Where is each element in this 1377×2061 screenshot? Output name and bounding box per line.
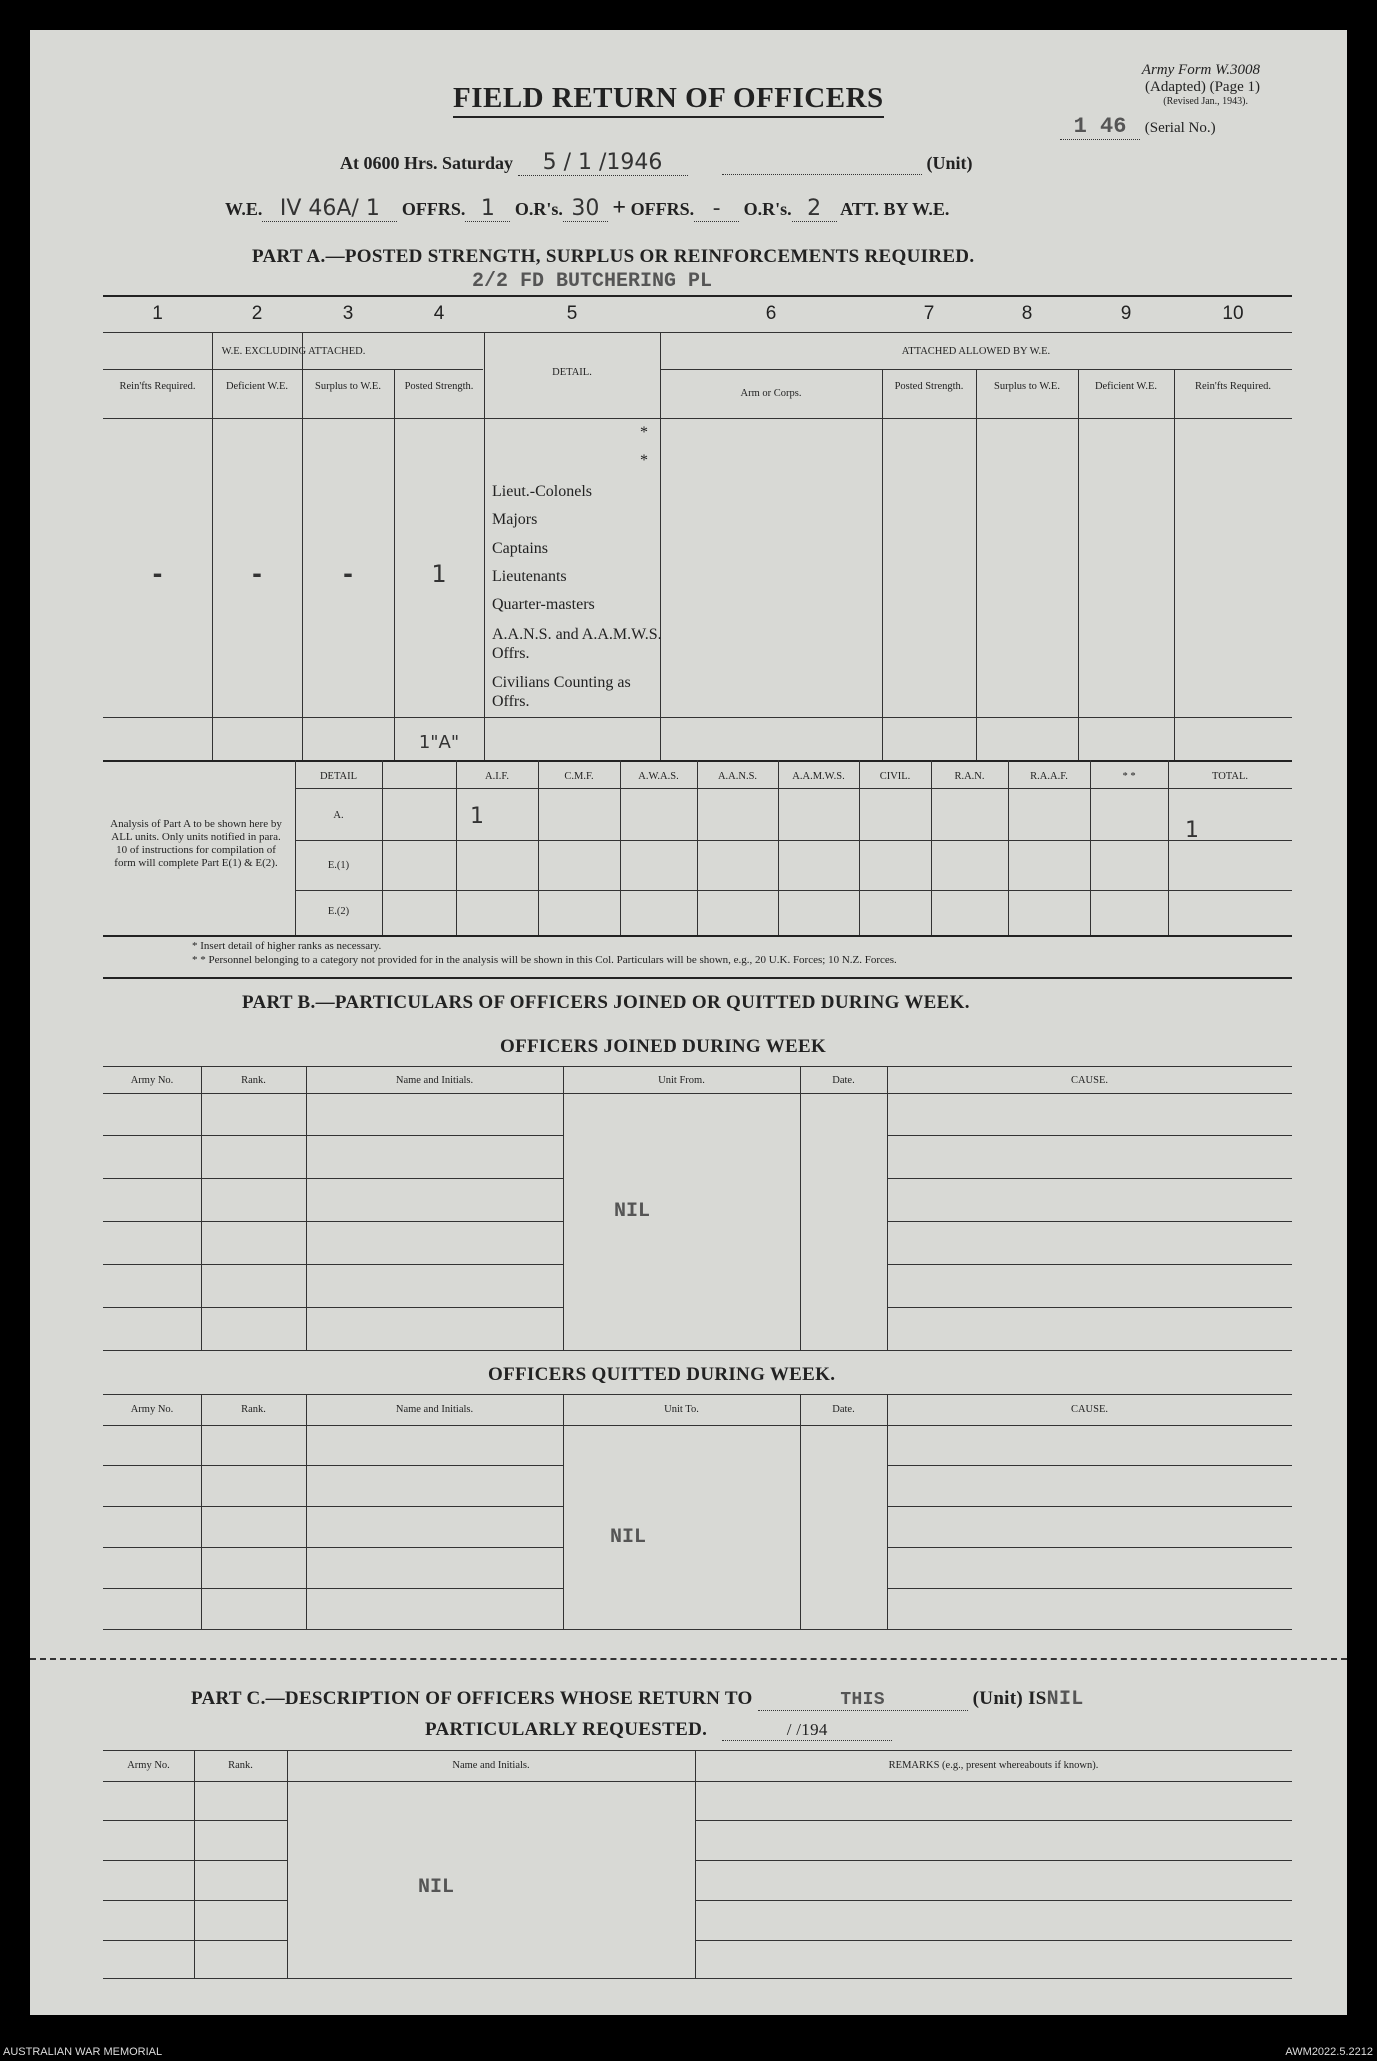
footnote-1: * Insert detail of higher ranks as necessary.: [192, 940, 382, 952]
unit-typed: 2/2 FD BUTCHERING PL: [472, 270, 713, 293]
footer-right: AWM2022.5.2212: [1285, 2046, 1373, 2058]
an-hdr-ran: R.A.N.: [954, 771, 985, 782]
joined-nil: NIL: [614, 1200, 651, 1223]
an-hdr-cmf: C.M.F.: [564, 771, 594, 782]
part-c-nil-status: NIL: [1046, 1688, 1084, 1711]
an-row-e1: E.(1): [327, 860, 350, 871]
form-id-line2: (Adapted) (Page 1): [1145, 79, 1260, 95]
serial-label: (Serial No.): [1144, 120, 1216, 136]
ors2-label: O.R's.: [743, 199, 792, 219]
col-num-2: 2: [251, 303, 263, 324]
form-page: [30, 30, 1347, 2015]
offrs-value: 1: [465, 196, 510, 222]
form-id: [1060, 62, 1260, 108]
col-num-4: 4: [433, 303, 445, 324]
quitted-hdr-cause: CAUSE.: [1070, 1404, 1109, 1415]
an-row-e2: E.(2): [327, 906, 350, 917]
col-num-5: 5: [566, 303, 578, 324]
an-hdr-aif: A.I.F.: [485, 771, 509, 782]
part-c-prefix: PART C.—DESCRIPTION OF OFFICERS WHOSE RETURN TO: [191, 1688, 753, 1709]
we-value: IV 46A/ 1: [262, 196, 397, 222]
col-num-8: 8: [1021, 303, 1033, 324]
part-c-hdr-remarks: REMARKS (e.g., present whereabouts if known).: [888, 1760, 1099, 1771]
col-num-1: 1: [152, 303, 163, 324]
quitted-hdr-army-no: Army No.: [130, 1404, 174, 1415]
lt-posted-value: 1: [431, 560, 447, 588]
offrs-label: OFFRS.: [401, 199, 466, 219]
an-hdr-aamws: A.A.M.W.S.: [792, 771, 845, 782]
group-left-header: W.E. EXCLUDING ATTACHED.: [221, 346, 366, 357]
an-hdr-other: * *: [1122, 771, 1136, 782]
serial-value: 1 46: [1060, 114, 1140, 140]
an-hdr-detail: DETAIL: [319, 771, 358, 782]
quitted-hdr-name: Name and Initials.: [395, 1404, 474, 1415]
part-c-unit: (Unit) IS: [972, 1688, 1047, 1709]
part-a-heading: PART A.—POSTED STRENGTH, SURPLUS OR REINFORCEMENTS REQUIRED.: [252, 246, 975, 267]
ors-value: 30: [563, 196, 608, 222]
part-c-line2: [425, 1719, 892, 1741]
header-posted-strength: Posted Strength.: [404, 381, 474, 392]
an-hdr-civil: CIVIL.: [879, 771, 911, 782]
part-c-date: / /194: [722, 1720, 892, 1741]
an-hdr-aans: A.A.N.S.: [717, 771, 758, 782]
quitted-hdr-date: Date.: [832, 1404, 855, 1415]
part-c-hdr-rank: Rank.: [228, 1760, 253, 1771]
joined-hdr-rank: Rank.: [241, 1075, 266, 1086]
detail-aans: A.A.N.S. and A.A.M.W.S. Offrs.: [492, 626, 662, 662]
ors2-value: 2: [792, 196, 837, 222]
quitted-nil: NIL: [610, 1526, 647, 1549]
an-hdr-raaf: R.A.A.F.: [1030, 771, 1068, 782]
detail-civilians: Civilians Counting as Offrs.: [492, 674, 631, 710]
analysis-note: Analysis of Part A to be shown here by ALL units. Only units notified in para. 10 of instructions for compilation of form will complete Part E(1) & E(2).: [110, 818, 282, 869]
an-hdr-total: TOTAL.: [1211, 771, 1248, 782]
return-date: 5 / 1 /1946: [518, 150, 688, 176]
joined-hdr-unit-from: Unit From.: [658, 1075, 705, 1086]
col-num-3: 3: [342, 303, 354, 324]
joined-hdr-army-no: Army No.: [130, 1075, 174, 1086]
header-att-posted-strength: Posted Strength.: [894, 381, 964, 392]
lt-surplus-value: -: [343, 560, 353, 588]
lt-deficient-value: -: [252, 560, 262, 588]
unit-label: (Unit): [926, 153, 973, 173]
part-c-requested: PARTICULARLY REQUESTED.: [425, 1719, 708, 1740]
serial-number: [1060, 114, 1270, 140]
detail-lieutenants: Lieutenants: [492, 568, 567, 585]
an-a-aif-value: 1: [470, 804, 484, 829]
header-att-surplus: Surplus to W.E.: [994, 381, 1060, 392]
quitted-hdr-unit-to: Unit To.: [664, 1404, 699, 1415]
an-a-total-value: 1: [1185, 818, 1199, 843]
detail-majors: Majors: [492, 511, 538, 528]
att-label: ATT. BY W.E.: [840, 199, 950, 219]
header-deficient-we: Deficient W.E.: [225, 381, 289, 392]
posted-total-value: 1"A": [418, 732, 460, 753]
page-title: FIELD RETURN OF OFFICERS: [453, 82, 884, 118]
at-prefix: At 0600 Hrs. Saturday: [340, 153, 514, 173]
footer-left: AUSTRALIAN WAR MEMORIAL: [3, 2046, 163, 2058]
form-id-line3: (Revised Jan., 1943).: [1163, 96, 1248, 107]
form-id-line1: Army Form W.3008: [1141, 62, 1260, 78]
header-arm-corps: Arm or Corps.: [740, 388, 802, 399]
detail-captains: Captains: [492, 540, 548, 557]
part-c-hdr-name: Name and Initials.: [452, 1760, 530, 1771]
joined-hdr-name: Name and Initials.: [395, 1075, 474, 1086]
joined-hdr-cause: CAUSE.: [1070, 1075, 1109, 1086]
joined-hdr-date: Date.: [832, 1075, 855, 1086]
at-line: [340, 150, 973, 176]
detail-quartermasters: Quarter-masters: [492, 596, 595, 613]
detail-star-1: *: [640, 424, 648, 441]
plus-sign: +: [612, 195, 627, 221]
col-num-10: 10: [1222, 303, 1244, 324]
quitted-title: OFFICERS QUITTED DURING WEEK.: [488, 1364, 836, 1385]
joined-title: OFFICERS JOINED DURING WEEK: [500, 1036, 827, 1057]
col-num-7: 7: [923, 303, 935, 324]
part-c-typed: THIS: [758, 1690, 968, 1711]
detail-star-2: *: [640, 452, 648, 469]
we-line: [225, 195, 949, 222]
cut-line: [30, 1658, 1347, 1660]
part-b-heading: PART B.—PARTICULARS OF OFFICERS JOINED OR QUITTED DURING WEEK.: [242, 992, 970, 1013]
we-label: W.E.: [225, 199, 263, 219]
quitted-hdr-rank: Rank.: [241, 1404, 266, 1415]
header-surplus-we: Surplus to W.E.: [315, 381, 381, 392]
header-reinfts-required: Rein'fts Required.: [119, 381, 196, 392]
an-row-a: A.: [333, 810, 344, 821]
ors-label: O.R's.: [514, 199, 563, 219]
header-att-deficient: Deficient W.E.: [1094, 381, 1158, 392]
offrs2-value: -: [694, 196, 739, 222]
group-right-header: ATTACHED ALLOWED BY W.E.: [901, 346, 1051, 357]
part-c-nil: NIL: [418, 1876, 455, 1899]
part-c-line1: [191, 1688, 1084, 1711]
detail-header: DETAIL.: [552, 367, 592, 378]
offrs2-label: OFFRS.: [630, 199, 695, 219]
an-hdr-awas: A.W.A.S.: [638, 771, 679, 782]
col-num-6: 6: [765, 303, 777, 324]
col-num-9: 9: [1120, 303, 1132, 324]
footnote-2: * * Personnel belonging to a category not provided for in the analysis will be shown in this Col. Particulars will be shown, e.g., 20 U.K. Forces; 10 N.Z. Forces.: [192, 954, 897, 966]
lt-reinfts-value: -: [152, 560, 163, 588]
part-c-hdr-army-no: Army No.: [127, 1760, 170, 1771]
detail-lieut-colonels: Lieut.-Colonels: [492, 483, 592, 500]
header-att-reinfts: Rein'fts Required.: [1195, 381, 1271, 392]
